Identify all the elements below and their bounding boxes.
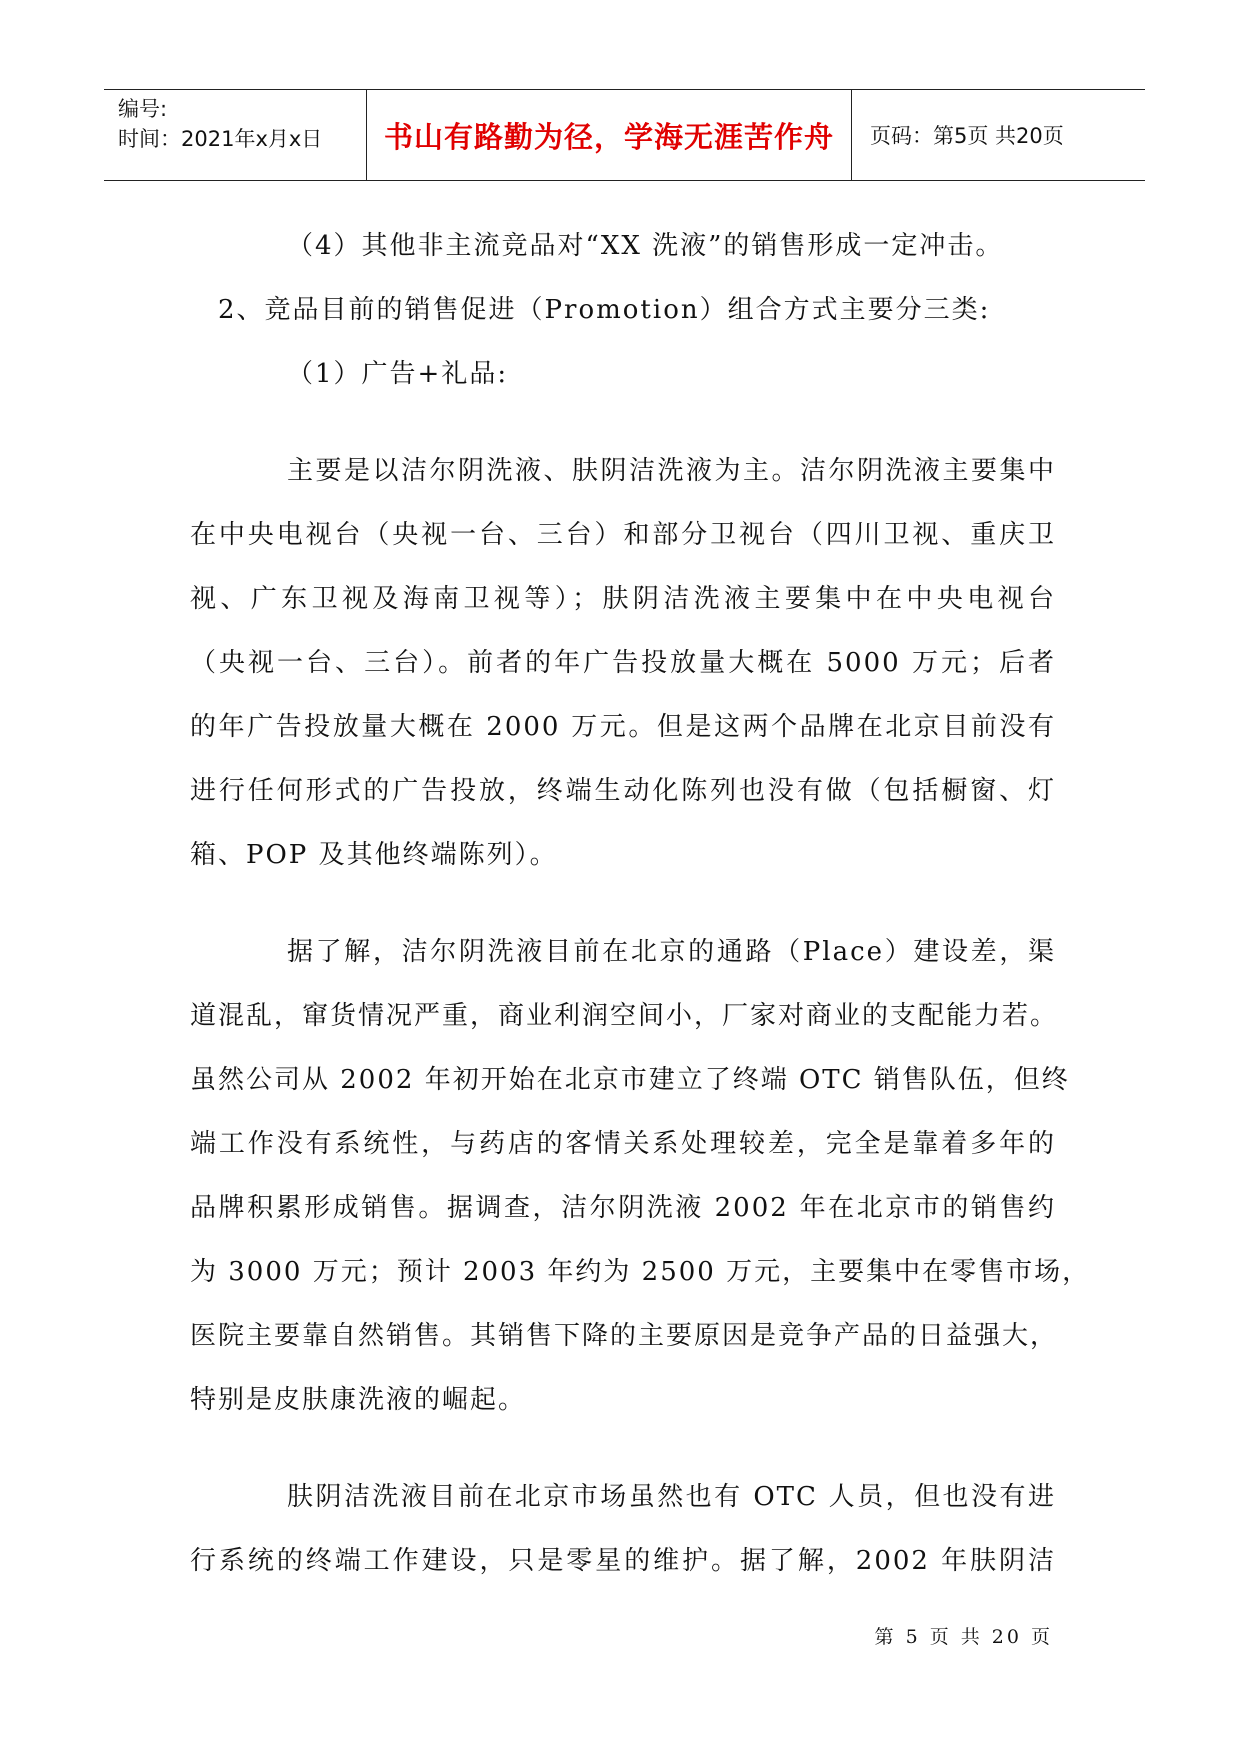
paragraph-line: 行系统的终端工作建设，只是零星的维护。据了解，2002 年肤阴洁 [190,1546,1056,1576]
paragraph-line: 虽然公司从 2002 年初开始在北京市建立了终端 OTC 销售队伍，但终 [190,1065,1070,1095]
document-body [190,214,1091,1593]
paragraph-line: 的年广告投放量大概在 2000 万元。但是这两个品牌在北京目前没有 [190,712,1056,742]
section-2-heading: 2、竞品目前的销售促进（Promotion）组合方式主要分三类: [218,295,991,325]
paragraph-line: 箱、POP 及其他终端陈列）。 [190,840,558,870]
page-footer: 第 5 页 共 20 页 [874,1626,1053,1648]
page-header [104,89,1145,181]
header-motto: 书山有路勤为径，学海无涯苦作舟 [383,119,834,154]
document-time-label: 时间：2021年x月x日 [118,127,323,151]
paragraph-place [190,920,1091,1432]
paragraph-line: 在中央电视台（央视一台、三台）和部分卫视台（四川卫视、重庆卫 [190,520,1056,550]
paragraph-line: 特别是皮肤康洗液的崛起。 [190,1385,527,1415]
paragraph-line: 为 3000 万元；预计 2003 年约为 2500 万元，主要集中在零售市场， [190,1257,1091,1287]
subsection-1-heading: （1）广告+礼品: [287,359,509,389]
paragraph-line: 视、广东卫视及海南卫视等）；肤阴洁洗液主要集中在中央电视台 [190,584,1056,614]
item-4-text: （4）其他非主流竞品对“XX 洗液”的销售形成一定冲击。 [287,231,1004,261]
paragraph-line: 进行任何形式的广告投放，终端生动化陈列也没有做（包括橱窗、灯 [190,776,1056,806]
header-page-info-cell [852,90,1145,180]
header-meta [104,90,367,180]
paragraph-line: 医院主要靠自然销售。其销售下降的主要原因是竞争产品的日益强大， [190,1321,1059,1351]
document-number-label: 编号: [118,97,168,121]
paragraph-line: 道混乱，窜货情况严重，商业利润空间小，厂家对商业的支配能力若。 [190,1001,1059,1031]
paragraph-line: 据了解，洁尔阴洗液目前在北京的通路（Place）建设差，渠 [287,937,1056,967]
paragraph-line: 主要是以洁尔阴洗液、肤阴洁洗液为主。洁尔阴洗液主要集中 [287,456,1056,486]
header-motto-cell [367,90,852,180]
header-page-info: 页码：第5页 共20页 [870,124,1064,148]
paragraph-advertising [190,439,1056,887]
paragraph-line: 肤阴洁洗液目前在北京市场虽然也有 OTC 人员，但也没有进 [287,1482,1056,1512]
paragraph-line: 端工作没有系统性，与药店的客情关系处理较差，完全是靠着多年的 [190,1129,1056,1159]
paragraph-fuyinjie [190,1465,1056,1593]
paragraph-line: （央视一台、三台）。前者的年广告投放量大概在 5000 万元；后者 [190,648,1056,678]
paragraph-line: 品牌积累形成销售。据调查，洁尔阴洗液 2002 年在北京市的销售约 [190,1193,1056,1223]
